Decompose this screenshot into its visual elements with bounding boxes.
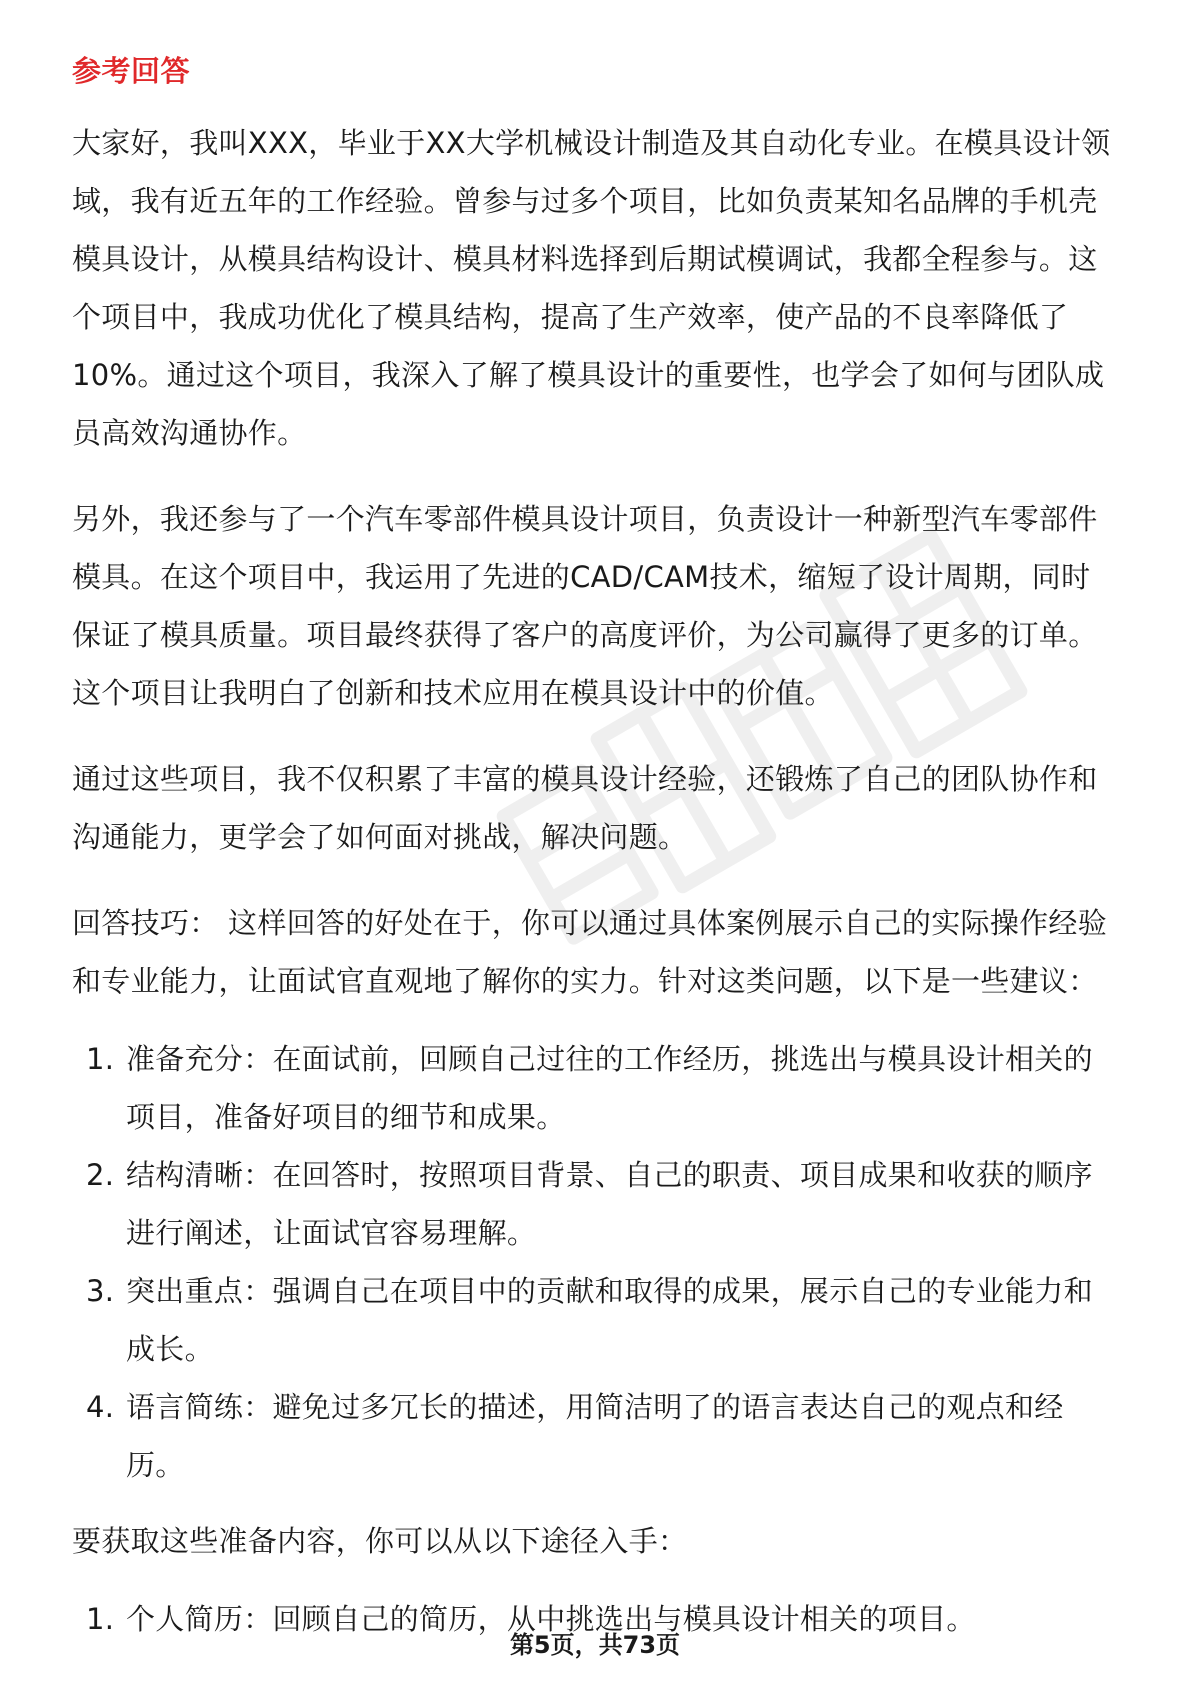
paragraph-sources-intro: 要获取这些准备内容，你可以从以下途径入手： — [72, 1524, 688, 1558]
tips-list — [72, 1030, 1118, 1494]
paragraph-summary: 通过这些项目，我不仅积累了丰富的模具设计经验，还锻炼了自己的团队协作和沟通能力，更学会了如何面对挑战，解决问题。 — [72, 762, 1098, 854]
list-item-text: 结构清晰：在回答时，按照项目背景、自己的职责、项目成果和收获的顺序进行阐述，让面试官容易理解。 — [126, 1158, 1093, 1250]
list-item-text: 个人简历：回顾自己的简历，从中挑选出与模具设计相关的项目。 — [126, 1602, 976, 1636]
list-number: 2. — [86, 1158, 115, 1192]
list-item-text: 突出重点：强调自己在项目中的贡献和取得的成果，展示自己的专业能力和成长。 — [126, 1274, 1093, 1366]
paragraph-intro: 大家好，我叫XXX，毕业于XX大学机械设计制造及其自动化专业。在模具设计领域，我有近五年的工作经验。曾参与过多个项目，比如负责某知名品牌的手机壳模具设计，从模具结构设计、模具材料选择到后期试模调试，我都全程参与。这个项目中，我成功优化了模具结构，提高了生产效率，使产品的不良率降低了10%。通过这个项目，我深入了解了模具设计的重要性，也学会了如何与团队成员高效沟通协作。 — [72, 126, 1111, 450]
list-item-text: 语言简练：避免过多冗长的描述，用简洁明了的语言表达自己的观点和经历。 — [126, 1390, 1064, 1482]
list-number: 3. — [86, 1274, 115, 1308]
list-item — [72, 1378, 1118, 1494]
list-item — [72, 1146, 1118, 1262]
list-item — [72, 1030, 1118, 1146]
paragraph-project: 另外，我还参与了一个汽车零部件模具设计项目，负责设计一种新型汽车零部件模具。在这个项目中，我运用了先进的CAD/CAM技术，缩短了设计周期，同时保证了模具质量。项目最终获得了客户的高度评价，为公司赢得了更多的订单。这个项目让我明白了创新和技术应用在模具设计中的价值。 — [72, 502, 1098, 710]
list-number: 4. — [86, 1390, 115, 1424]
section-title: 参考回答 — [72, 54, 191, 88]
list-item — [72, 1262, 1118, 1378]
list-number: 1. — [86, 1042, 115, 1076]
list-item-text: 准备充分：在面试前，回顾自己过往的工作经历，挑选出与模具设计相关的项目，准备好项目的细节和成果。 — [126, 1042, 1093, 1134]
paragraph-tips-intro: 回答技巧： 这样回答的好处在于，你可以通过具体案例展示自己的实际操作经验和专业能力，让面试官直观地了解你的实力。针对这类问题，以下是一些建议： — [72, 906, 1108, 998]
list-number: 1. — [86, 1602, 115, 1636]
page-footer: 第5页，共73页 — [509, 1631, 681, 1659]
main-content — [72, 48, 1118, 1666]
